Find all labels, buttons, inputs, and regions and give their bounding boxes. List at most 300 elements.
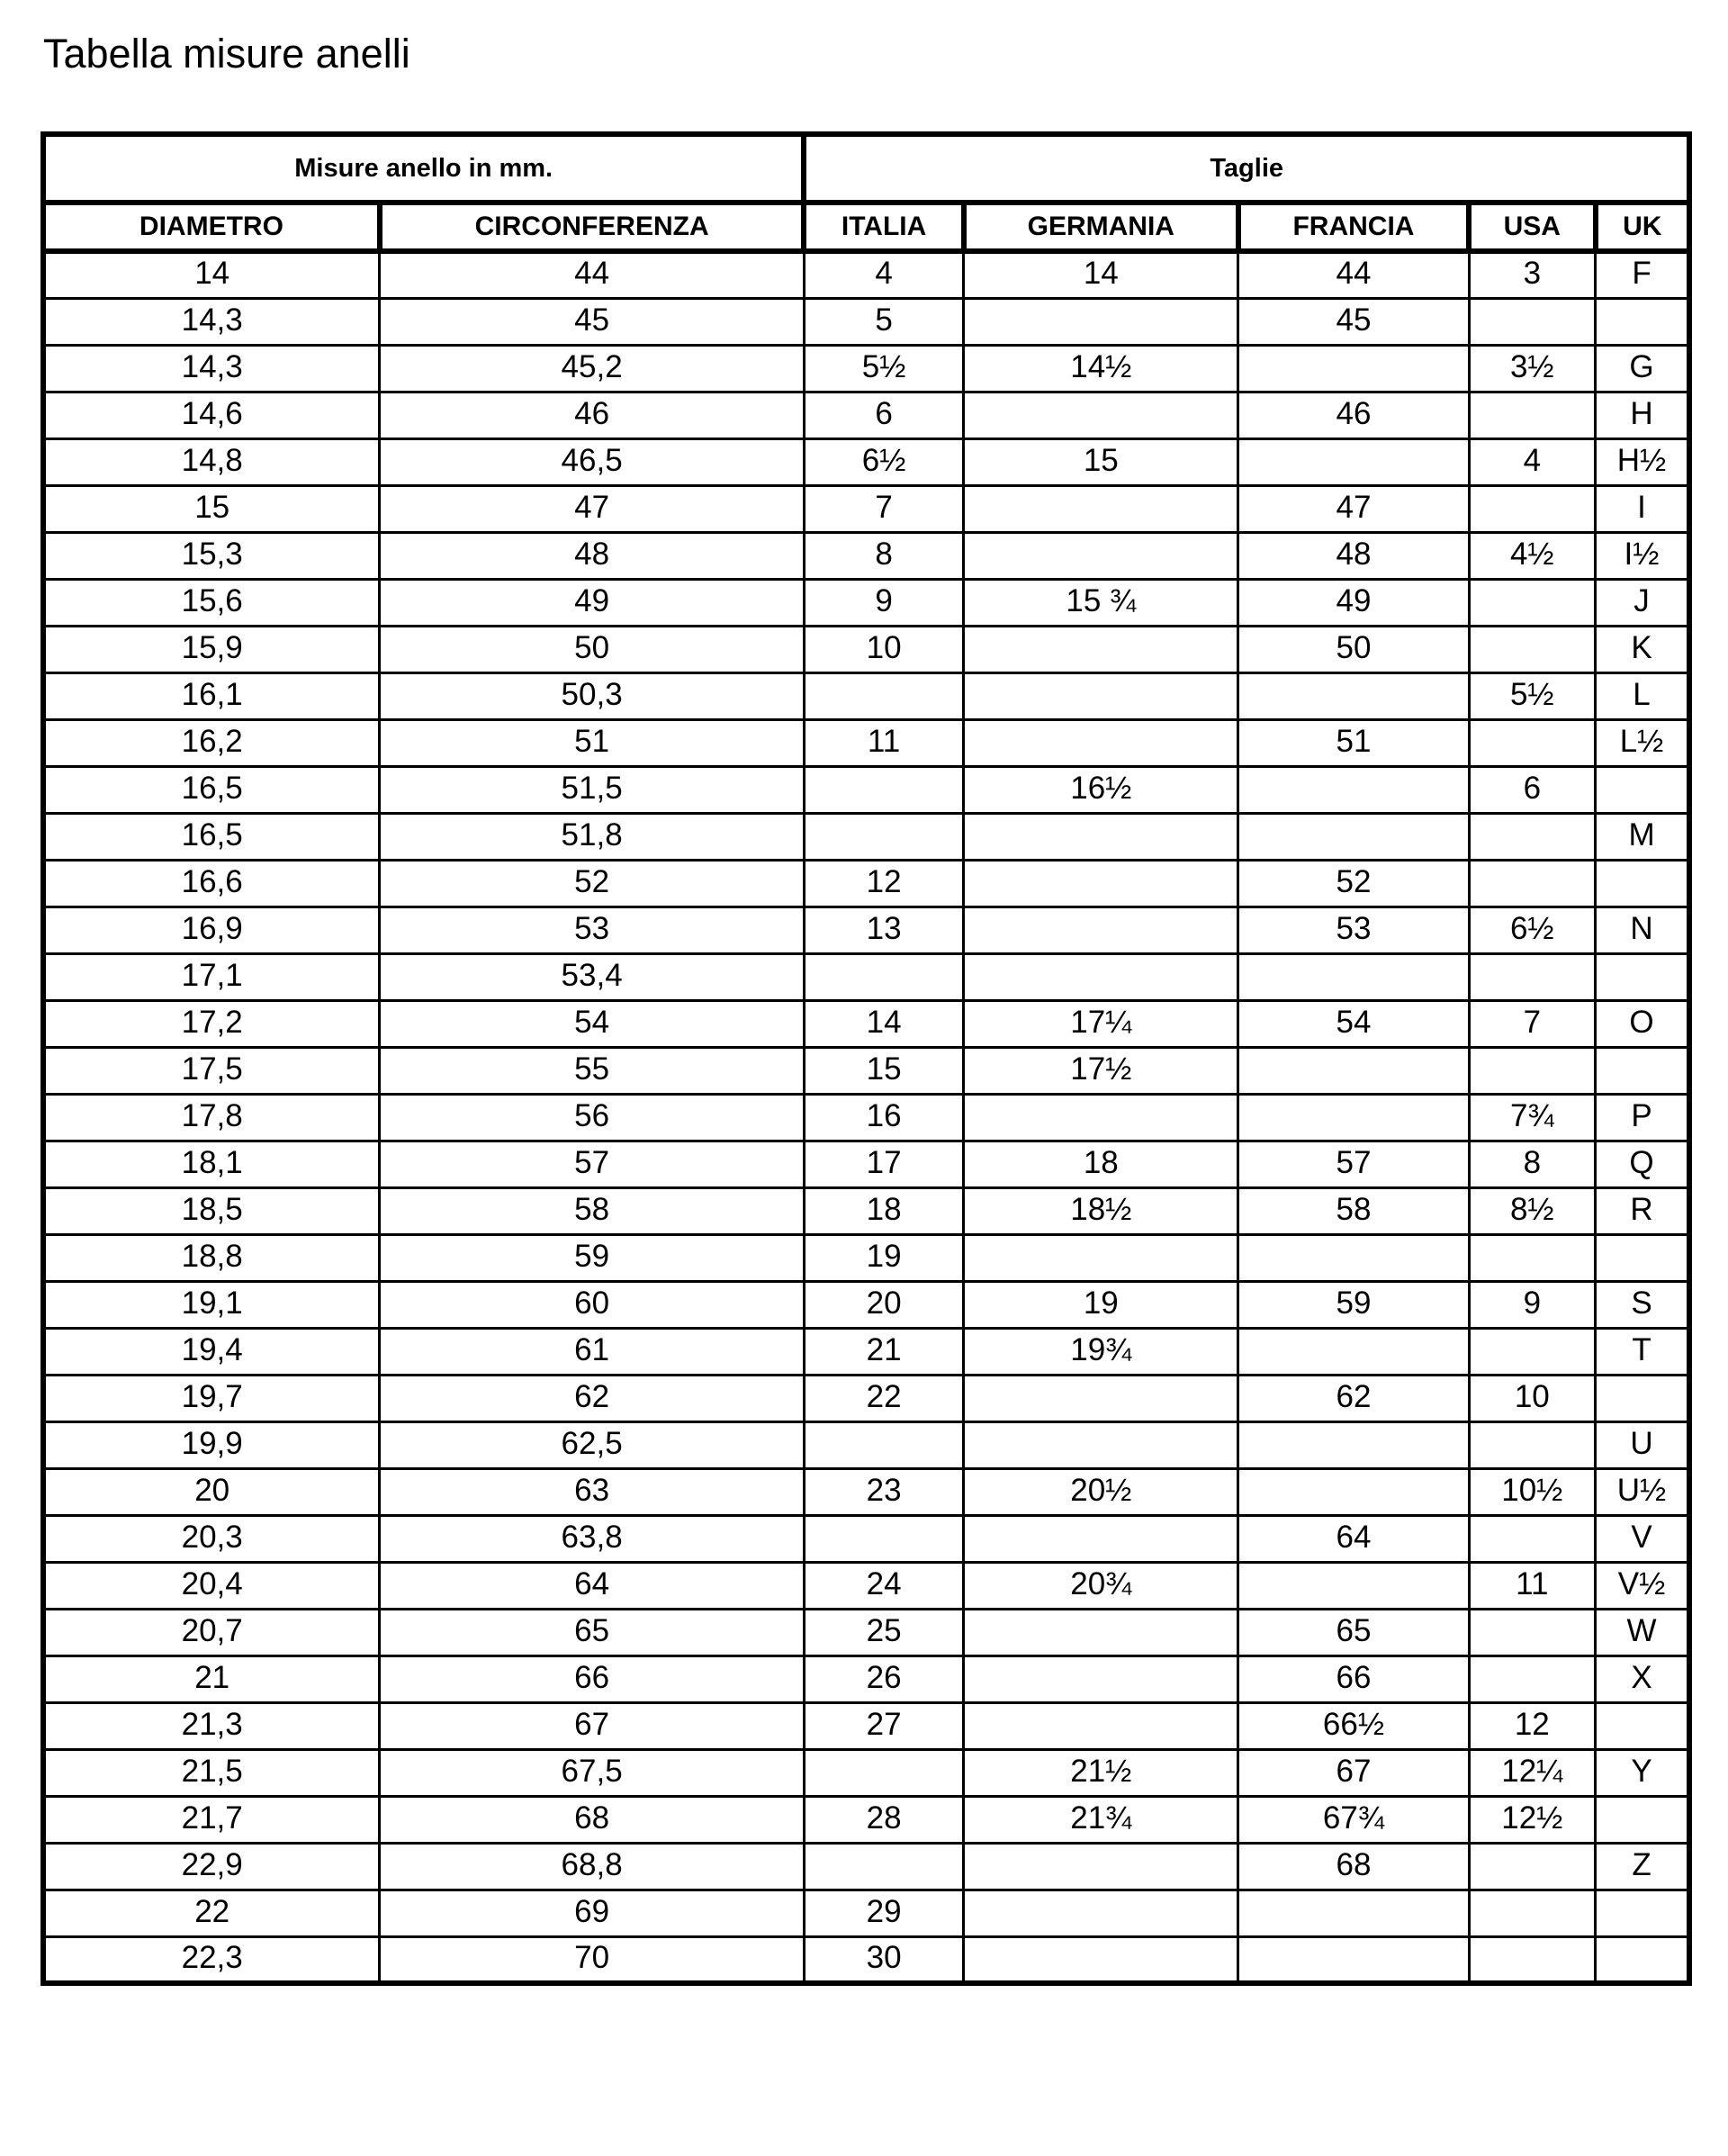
table-row (43, 1609, 1689, 1655)
table-cell (964, 485, 1238, 532)
table-cell: 20,3 (43, 1515, 380, 1562)
table-cell: K (1596, 626, 1689, 672)
table-cell (1469, 1421, 1595, 1468)
table-header (43, 134, 1689, 251)
table-cell: 19 (804, 1234, 963, 1281)
table-cell (1469, 298, 1595, 345)
table-cell: 20½ (964, 1468, 1238, 1515)
table-cell (1238, 1421, 1469, 1468)
table-cell (964, 1843, 1238, 1890)
table-cell: S (1596, 1281, 1689, 1328)
table-cell (1238, 953, 1469, 1000)
table-cell: I½ (1596, 532, 1689, 579)
table-cell: 14 (804, 1000, 963, 1047)
table-cell (964, 1702, 1238, 1749)
table-cell: 9 (804, 579, 963, 626)
table-cell: 54 (1238, 1000, 1469, 1047)
table-cell: 46,5 (380, 438, 805, 485)
table-row (43, 1047, 1689, 1094)
table-cell (1469, 1843, 1595, 1890)
table-cell: 45 (380, 298, 805, 345)
table-row (43, 1749, 1689, 1796)
table-cell: 18 (804, 1187, 963, 1234)
table-cell: 5 (804, 298, 963, 345)
table-cell (1596, 1890, 1689, 1936)
table-cell: 45,2 (380, 345, 805, 392)
table-cell: 16,6 (43, 860, 380, 907)
table-cell: 15 (43, 485, 380, 532)
table-cell: 49 (380, 579, 805, 626)
table-row (43, 438, 1689, 485)
table-cell: O (1596, 1000, 1689, 1047)
table-row (43, 766, 1689, 813)
table-cell: 11 (1469, 1562, 1595, 1609)
table-cell: 12¼ (1469, 1749, 1595, 1796)
table-cell (804, 813, 963, 860)
table-cell (964, 672, 1238, 719)
table-cell (804, 1515, 963, 1562)
table-cell: 10½ (1469, 1468, 1595, 1515)
table-cell: U½ (1596, 1468, 1689, 1515)
col-header-germania: GERMANIA (964, 203, 1238, 251)
table-cell: 22 (43, 1890, 380, 1936)
table-row (43, 1141, 1689, 1187)
table-cell: 62 (1238, 1375, 1469, 1421)
table-row (43, 719, 1689, 766)
table-cell: F (1596, 251, 1689, 298)
table-cell (964, 1655, 1238, 1702)
table-cell (964, 907, 1238, 953)
table-cell (964, 626, 1238, 672)
table-cell: 12 (1469, 1702, 1595, 1749)
table-cell: 19¾ (964, 1328, 1238, 1375)
table-cell: 20 (804, 1281, 963, 1328)
table-cell (1469, 392, 1595, 438)
table-cell: 16,5 (43, 813, 380, 860)
table-cell: 15,9 (43, 626, 380, 672)
table-cell: 14,6 (43, 392, 380, 438)
table-cell: 13 (804, 907, 963, 953)
table-cell: 20¾ (964, 1562, 1238, 1609)
table-cell (1238, 1468, 1469, 1515)
table-cell: 10 (1469, 1375, 1595, 1421)
table-cell (1469, 1609, 1595, 1655)
table-cell: 12½ (1469, 1796, 1595, 1843)
table-cell: 44 (380, 251, 805, 298)
table-cell (1238, 1047, 1469, 1094)
table-cell (1238, 766, 1469, 813)
table-cell (964, 1609, 1238, 1655)
table-cell: 55 (380, 1047, 805, 1094)
table-cell: 7 (1469, 1000, 1595, 1047)
table-cell: 59 (380, 1234, 805, 1281)
table-cell (1469, 579, 1595, 626)
table-cell (1596, 1234, 1689, 1281)
table-cell: 53 (1238, 907, 1469, 953)
table-cell (964, 1936, 1238, 1983)
table-cell: 20 (43, 1468, 380, 1515)
table-cell (1469, 813, 1595, 860)
table-cell: 53,4 (380, 953, 805, 1000)
table-cell: 19,9 (43, 1421, 380, 1468)
table-row (43, 579, 1689, 626)
table-cell: 30 (804, 1936, 963, 1983)
table-cell: 27 (804, 1702, 963, 1749)
table-cell: 17,2 (43, 1000, 380, 1047)
table-cell: 49 (1238, 579, 1469, 626)
table-cell: 20,4 (43, 1562, 380, 1609)
table-cell: 4 (804, 251, 963, 298)
table-cell (804, 672, 963, 719)
table-cell: 17½ (964, 1047, 1238, 1094)
table-cell: 17,1 (43, 953, 380, 1000)
table-cell: 5½ (804, 345, 963, 392)
table-cell (1469, 719, 1595, 766)
table-cell (1596, 766, 1689, 813)
page-title: Tabella misure anelli (43, 31, 410, 77)
table-cell: 3½ (1469, 345, 1595, 392)
table-cell: 10 (804, 626, 963, 672)
table-cell: 14 (964, 251, 1238, 298)
table-cell (1596, 298, 1689, 345)
table-row (43, 1655, 1689, 1702)
table-row (43, 1936, 1689, 1983)
table-cell: 15 ¾ (964, 579, 1238, 626)
table-cell (1238, 1234, 1469, 1281)
table-cell: 8½ (1469, 1187, 1595, 1234)
table-row (43, 1375, 1689, 1421)
table-cell: L (1596, 672, 1689, 719)
table-row (43, 1234, 1689, 1281)
table-cell: 15,6 (43, 579, 380, 626)
table-cell: 22 (804, 1375, 963, 1421)
table-cell: 7 (804, 485, 963, 532)
col-header-circonferenza: CIRCONFERENZA (380, 203, 805, 251)
table-cell: 15,3 (43, 532, 380, 579)
table-cell: 68 (380, 1796, 805, 1843)
table-cell: 47 (380, 485, 805, 532)
table-cell: 18,5 (43, 1187, 380, 1234)
table-cell: 62,5 (380, 1421, 805, 1468)
table-row (43, 1890, 1689, 1936)
table-cell (964, 813, 1238, 860)
table-cell: 14,8 (43, 438, 380, 485)
table-cell: I (1596, 485, 1689, 532)
table-cell (1596, 1702, 1689, 1749)
table-cell: 16,9 (43, 907, 380, 953)
table-cell: 64 (380, 1562, 805, 1609)
table-row (43, 1187, 1689, 1234)
table-cell (1238, 672, 1469, 719)
table-cell: N (1596, 907, 1689, 953)
table-cell: R (1596, 1187, 1689, 1234)
table-row (43, 1281, 1689, 1328)
table-cell (1469, 953, 1595, 1000)
table-cell (964, 1234, 1238, 1281)
table-cell: M (1596, 813, 1689, 860)
table-cell: H (1596, 392, 1689, 438)
table-cell: 68,8 (380, 1843, 805, 1890)
table-cell: 61 (380, 1328, 805, 1375)
table-cell: 62 (380, 1375, 805, 1421)
table-cell: 67 (1238, 1749, 1469, 1796)
table-cell (1469, 860, 1595, 907)
table-row (43, 1468, 1689, 1515)
table-cell: 17 (804, 1141, 963, 1187)
table-cell: 18,1 (43, 1141, 380, 1187)
table-cell: 59 (1238, 1281, 1469, 1328)
table-row (43, 1796, 1689, 1843)
table-cell: 22,9 (43, 1843, 380, 1890)
table-cell: 70 (380, 1936, 805, 1983)
table-cell: 18½ (964, 1187, 1238, 1234)
table-cell: 46 (380, 392, 805, 438)
table-cell: 3 (1469, 251, 1595, 298)
table-cell: 52 (380, 860, 805, 907)
table-cell (1238, 1094, 1469, 1141)
table-row (43, 1515, 1689, 1562)
table-cell (964, 532, 1238, 579)
table-row (43, 672, 1689, 719)
table-cell (964, 298, 1238, 345)
table-row (43, 1421, 1689, 1468)
table-row (43, 1000, 1689, 1047)
table-row (43, 1328, 1689, 1375)
table-cell: 44 (1238, 251, 1469, 298)
table-cell: 65 (380, 1609, 805, 1655)
table-cell (1238, 1890, 1469, 1936)
table-cell (1238, 813, 1469, 860)
table-cell (1596, 860, 1689, 907)
table-cell (964, 860, 1238, 907)
table-cell: 58 (380, 1187, 805, 1234)
table-cell: Y (1596, 1749, 1689, 1796)
table-cell: J (1596, 579, 1689, 626)
table-cell: 14,3 (43, 298, 380, 345)
table-cell: 25 (804, 1609, 963, 1655)
table-cell: 21,7 (43, 1796, 380, 1843)
table-row (43, 1094, 1689, 1141)
table-cell: 53 (380, 907, 805, 953)
table-cell: 51 (380, 719, 805, 766)
table-cell: 63,8 (380, 1515, 805, 1562)
table-cell: 5½ (1469, 672, 1595, 719)
table-cell: 24 (804, 1562, 963, 1609)
table-cell: 6½ (1469, 907, 1595, 953)
table-cell: 54 (380, 1000, 805, 1047)
table-row (43, 1843, 1689, 1890)
table-cell: 21 (43, 1655, 380, 1702)
table-cell: 65 (1238, 1609, 1469, 1655)
table-cell: 26 (804, 1655, 963, 1702)
table-row (43, 1702, 1689, 1749)
table-row (43, 392, 1689, 438)
table-cell: 67¾ (1238, 1796, 1469, 1843)
table-cell: 69 (380, 1890, 805, 1936)
table-cell (964, 1375, 1238, 1421)
table-cell (1596, 1796, 1689, 1843)
table-cell (1469, 1655, 1595, 1702)
col-header-uk: UK (1596, 203, 1689, 251)
table-cell: 47 (1238, 485, 1469, 532)
table-cell (804, 766, 963, 813)
table-cell: 9 (1469, 1281, 1595, 1328)
table-cell: Z (1596, 1843, 1689, 1890)
table-cell (964, 719, 1238, 766)
table-cell (1238, 1936, 1469, 1983)
table-cell: 7¾ (1469, 1094, 1595, 1141)
table-cell (1469, 1047, 1595, 1094)
table-cell: 4 (1469, 438, 1595, 485)
table-cell: X (1596, 1655, 1689, 1702)
table-cell (1469, 1890, 1595, 1936)
column-header-row (43, 203, 1689, 251)
table-cell: 19,1 (43, 1281, 380, 1328)
table-cell: 18,8 (43, 1234, 380, 1281)
table-cell: 15 (804, 1047, 963, 1094)
table-cell: G (1596, 345, 1689, 392)
table-cell: 50,3 (380, 672, 805, 719)
table-cell: 67,5 (380, 1749, 805, 1796)
table-cell: T (1596, 1328, 1689, 1375)
table-cell: 57 (1238, 1141, 1469, 1187)
col-header-usa: USA (1469, 203, 1595, 251)
table-cell: 21½ (964, 1749, 1238, 1796)
table-cell (964, 1515, 1238, 1562)
table-cell: 19,7 (43, 1375, 380, 1421)
table-cell: 67 (380, 1702, 805, 1749)
table-cell (1596, 1047, 1689, 1094)
table-cell: 8 (1469, 1141, 1595, 1187)
table-cell: 14½ (964, 345, 1238, 392)
table-cell: 6½ (804, 438, 963, 485)
table-cell: V½ (1596, 1562, 1689, 1609)
table-cell (1596, 1375, 1689, 1421)
table-cell: 6 (804, 392, 963, 438)
table-cell: 58 (1238, 1187, 1469, 1234)
table-cell: 19 (964, 1281, 1238, 1328)
table-row (43, 485, 1689, 532)
group-header-taglie: Taglie (804, 134, 1689, 203)
table-cell: 16 (804, 1094, 963, 1141)
table-cell (1469, 1936, 1595, 1983)
table-cell: 48 (380, 532, 805, 579)
table-cell: 19,4 (43, 1328, 380, 1375)
table-cell: Q (1596, 1141, 1689, 1187)
table-cell (804, 1749, 963, 1796)
table-cell: 16,5 (43, 766, 380, 813)
table-cell: H½ (1596, 438, 1689, 485)
table-cell (964, 1421, 1238, 1468)
table-row (43, 345, 1689, 392)
table-cell (1469, 485, 1595, 532)
table-cell: 46 (1238, 392, 1469, 438)
col-header-francia: FRANCIA (1238, 203, 1469, 251)
table-cell: 8 (804, 532, 963, 579)
table-row (43, 953, 1689, 1000)
table-cell (1596, 953, 1689, 1000)
table-cell: 21 (804, 1328, 963, 1375)
table-cell (964, 1890, 1238, 1936)
table-cell: 66 (380, 1655, 805, 1702)
table-cell: 15 (964, 438, 1238, 485)
ring-size-table (40, 131, 1692, 1986)
table-cell: 51,5 (380, 766, 805, 813)
table-cell: 12 (804, 860, 963, 907)
table-body (43, 251, 1689, 1983)
table-cell: 17,5 (43, 1047, 380, 1094)
table-cell (1469, 1515, 1595, 1562)
table-cell: 16,2 (43, 719, 380, 766)
table-cell (1596, 1936, 1689, 1983)
table-cell (1469, 626, 1595, 672)
table-cell (1469, 1328, 1595, 1375)
table-cell (1238, 1328, 1469, 1375)
table-cell: 52 (1238, 860, 1469, 907)
table-cell: 56 (380, 1094, 805, 1141)
table-cell: 17¼ (964, 1000, 1238, 1047)
table-row (43, 626, 1689, 672)
table-cell: 50 (1238, 626, 1469, 672)
table-row (43, 532, 1689, 579)
table-cell: 21,5 (43, 1749, 380, 1796)
table-cell: P (1596, 1094, 1689, 1141)
table-cell (964, 953, 1238, 1000)
table-cell: 28 (804, 1796, 963, 1843)
table-row (43, 860, 1689, 907)
table-cell (804, 1421, 963, 1468)
table-cell: 17,8 (43, 1094, 380, 1141)
table-cell: 14,3 (43, 345, 380, 392)
table-cell: 51,8 (380, 813, 805, 860)
table-cell: 21,3 (43, 1702, 380, 1749)
table-cell: 23 (804, 1468, 963, 1515)
table-cell: L½ (1596, 719, 1689, 766)
table-cell: 48 (1238, 532, 1469, 579)
table-cell: 29 (804, 1890, 963, 1936)
table-cell: 16,1 (43, 672, 380, 719)
table-cell: 45 (1238, 298, 1469, 345)
table-cell: 21¾ (964, 1796, 1238, 1843)
table-cell (1469, 1234, 1595, 1281)
table-cell: 66 (1238, 1655, 1469, 1702)
table-cell: 6 (1469, 766, 1595, 813)
group-header-row (43, 134, 1689, 203)
table-row (43, 1562, 1689, 1609)
table-cell: 60 (380, 1281, 805, 1328)
table-cell (804, 1843, 963, 1890)
table-cell (804, 953, 963, 1000)
table-cell: 16½ (964, 766, 1238, 813)
table-cell: 57 (380, 1141, 805, 1187)
table-row (43, 907, 1689, 953)
table-cell (964, 392, 1238, 438)
table-cell: 64 (1238, 1515, 1469, 1562)
col-header-italia: ITALIA (804, 203, 963, 251)
table-cell (1238, 1562, 1469, 1609)
table-cell: 66½ (1238, 1702, 1469, 1749)
table-cell (964, 1094, 1238, 1141)
table-row (43, 813, 1689, 860)
table-cell: 51 (1238, 719, 1469, 766)
table-cell: 14 (43, 251, 380, 298)
table-cell: 4½ (1469, 532, 1595, 579)
table-cell: 63 (380, 1468, 805, 1515)
table-cell (1238, 438, 1469, 485)
table-cell (1238, 345, 1469, 392)
table-row (43, 251, 1689, 298)
table-cell: 22,3 (43, 1936, 380, 1983)
